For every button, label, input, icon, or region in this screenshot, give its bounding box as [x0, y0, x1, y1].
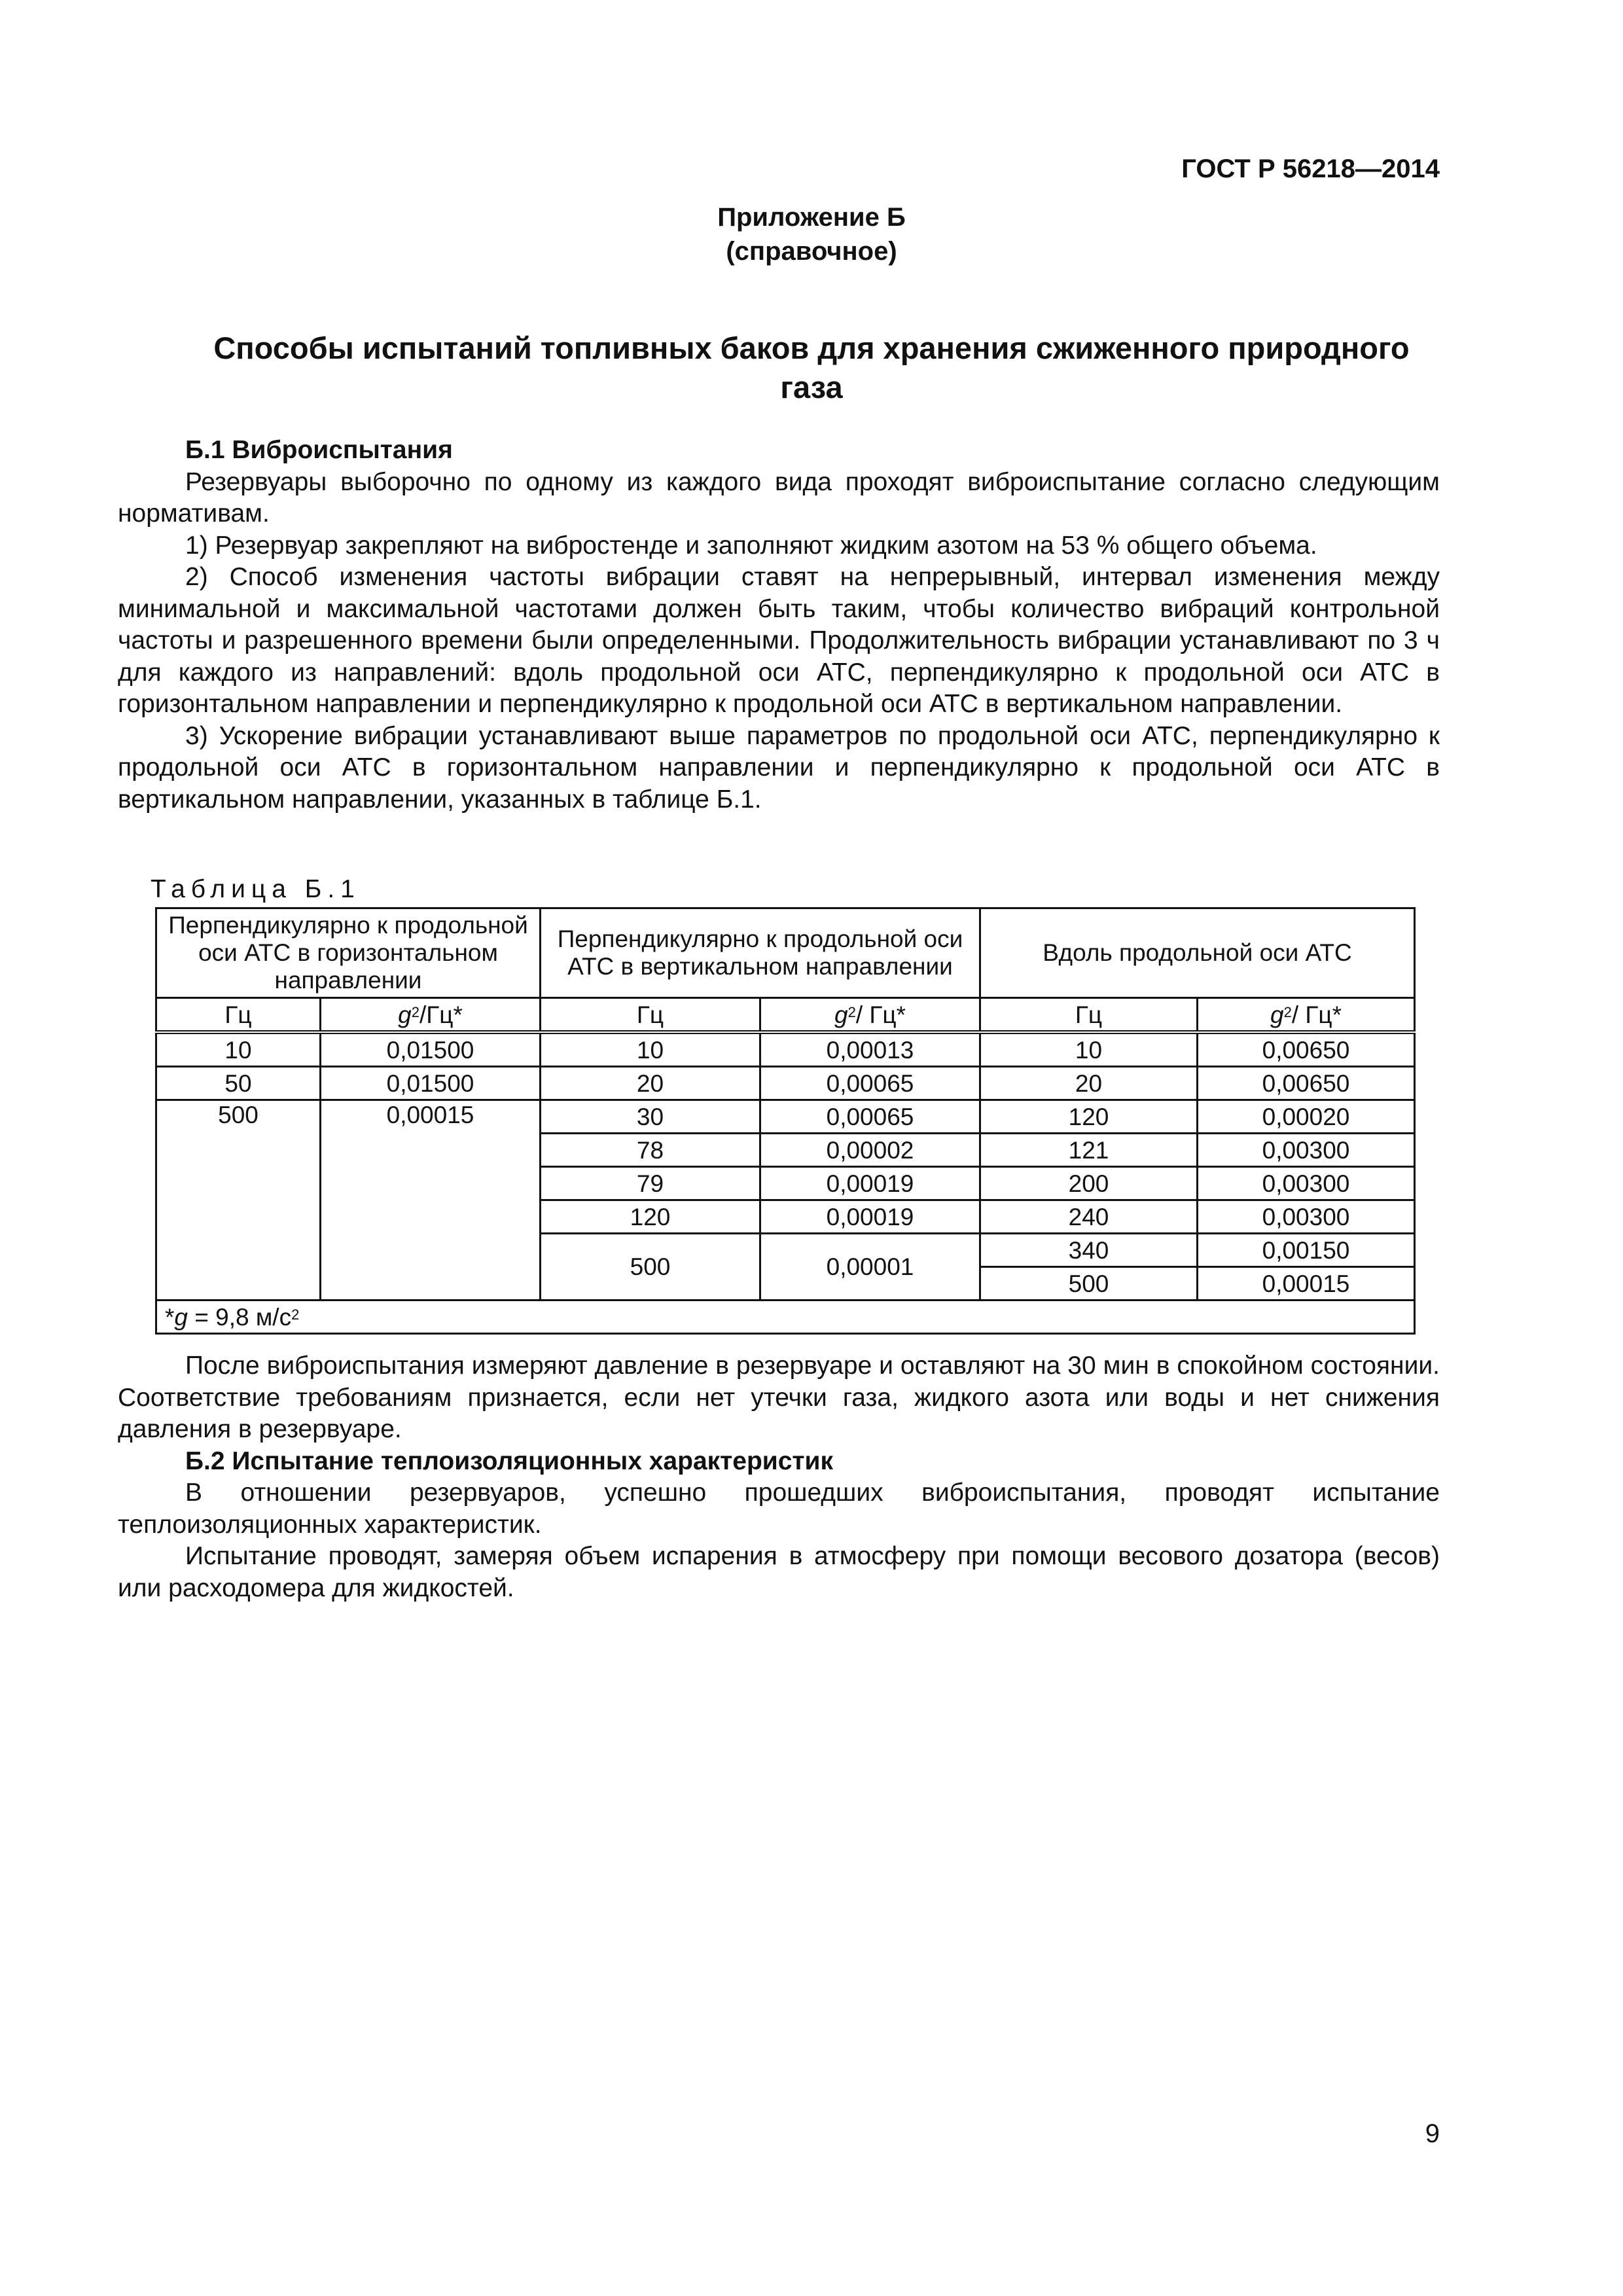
- cell: 0,01500: [321, 1067, 541, 1100]
- unit-psd: $g^2/$ Гц*: [760, 998, 980, 1033]
- cell: 10: [541, 1032, 760, 1067]
- cell: 121: [980, 1134, 1198, 1167]
- cell: 0,00650: [1198, 1032, 1415, 1067]
- cell: 0,00015: [321, 1100, 541, 1300]
- after-table-block: [118, 1350, 1440, 1604]
- appendix-type: (справочное): [726, 237, 897, 266]
- cell: 0,00015: [1198, 1267, 1415, 1300]
- cell: 0,01500: [321, 1032, 541, 1067]
- paragraph: 3) Ускорение вибрации устанавливают выше параметров по продольной оси АТС, перпендикулярно к продольной оси АТС в горизонтальном направлении и перпендикулярно к продольной оси АТС в вертикальном направлении, указанных в таблице Б.1.: [118, 721, 1440, 814]
- cell: 20: [980, 1067, 1198, 1100]
- cell: 0,00013: [760, 1032, 980, 1067]
- cell: 240: [980, 1200, 1198, 1234]
- appendix-title: Приложение Б: [717, 203, 906, 232]
- header-vertical: Перпендикулярно к продольной оси АТС в вертикальном направлении: [541, 908, 980, 998]
- table-row: [156, 1100, 1415, 1134]
- paragraph: 1) Резервуар закрепляют на вибростенде и заполняют жидким азотом на 53 % общего объема.: [185, 531, 1317, 560]
- table-footnote: *g = 9,8 $м/с^2$: [156, 1300, 1415, 1334]
- standard-code: ГОСТ Р 56218—2014: [1181, 154, 1440, 183]
- unit-psd: $g^2/$ Гц*: [1198, 998, 1415, 1033]
- cell: 500: [980, 1267, 1198, 1300]
- section-b1-heading: Б.1 Виброиспытания: [185, 436, 453, 464]
- header-horizontal: Перпендикулярно к продольной оси АТС в горизонтальном направлении: [156, 908, 541, 998]
- cell: 50: [156, 1067, 321, 1100]
- cell: 0,00019: [760, 1200, 980, 1234]
- cell: 0,00300: [1198, 1200, 1415, 1234]
- cell: 10: [980, 1032, 1198, 1067]
- unit-psd: $g^2/Гц*$: [321, 998, 541, 1033]
- table-row: [156, 1032, 1415, 1067]
- cell: 500: [156, 1100, 321, 1300]
- unit-hz: Гц: [156, 998, 321, 1033]
- cell: 10: [156, 1032, 321, 1067]
- paragraph: Испытание проводят, замеряя объем испарения в атмосферу при помощи весового дозатора (весов) или расходомера для жидкостей.: [118, 1542, 1440, 1602]
- cell: 0,00150: [1198, 1234, 1415, 1267]
- table-footnote-row: [156, 1300, 1415, 1334]
- paragraph: Резервуары выборочно по одному из каждого вида проходят виброиспытание согласно следующим нормативам.: [118, 467, 1440, 528]
- cell: 0,00020: [1198, 1100, 1415, 1134]
- cell: 120: [980, 1100, 1198, 1134]
- unit-hz: Гц: [541, 998, 760, 1033]
- cell: 0,00019: [760, 1167, 980, 1200]
- cell: 20: [541, 1067, 760, 1100]
- paragraph: После виброиспытания измеряют давление в резервуаре и оставляют на 30 мин в спокойном состоянии. Соответствие требованиям признается, если нет утечки газа, жидкого азота или воды и нет снижения давления в резервуаре.: [118, 1352, 1440, 1443]
- cell: 340: [980, 1234, 1198, 1267]
- cell: 120: [541, 1200, 760, 1234]
- cell: 79: [541, 1167, 760, 1200]
- vibration-table: [155, 907, 1416, 1335]
- unit-hz: Гц: [980, 998, 1198, 1033]
- section-b2-heading: Б.2 Испытание теплоизоляционных характеристик: [185, 1446, 834, 1475]
- document-title: Способы испытаний топливных баков для хранения сжиженного природного газа: [213, 331, 1410, 404]
- header-longitudinal: Вдоль продольной оси АТС: [980, 908, 1415, 998]
- cell: 30: [541, 1100, 760, 1134]
- appendix-heading: [0, 200, 1623, 268]
- cell: 0,00650: [1198, 1067, 1415, 1100]
- table-unit-row: [156, 998, 1415, 1033]
- cell: 0,00002: [760, 1134, 980, 1167]
- cell: 0,00065: [760, 1067, 980, 1100]
- page-number: 9: [1425, 2119, 1440, 2148]
- paragraph: В отношении резервуаров, успешно прошедших виброиспытания, проводят испытание теплоизоляционных характеристик.: [118, 1479, 1440, 1539]
- table-group-header-row: [156, 908, 1415, 998]
- cell: 500: [541, 1234, 760, 1300]
- cell: 200: [980, 1167, 1198, 1200]
- cell: 78: [541, 1134, 760, 1167]
- cell: 0,00001: [760, 1234, 980, 1300]
- cell: 0,00065: [760, 1100, 980, 1134]
- cell: 0,00300: [1198, 1134, 1415, 1167]
- section-b1: [118, 435, 1440, 816]
- paragraph: 2) Способ изменения частоты вибрации ставят на непрерывный, интервал изменения между минимальной и максимальной частотами должен быть таким, чтобы количество вибраций контрольной частоты и разрешенного времени были определенными. Продолжительность вибрации устанавливают по 3 ч для каждого из направлений: вдоль продольной оси АТС, перпендикулярно к продольной оси АТС в горизонтальном направлении и перпендикулярно к продольной оси АТС в вертикальном направлении.: [118, 563, 1440, 718]
- cell: 0,00300: [1198, 1167, 1415, 1200]
- table-caption: Таблица Б.1: [151, 875, 361, 903]
- table-row: [156, 1067, 1415, 1100]
